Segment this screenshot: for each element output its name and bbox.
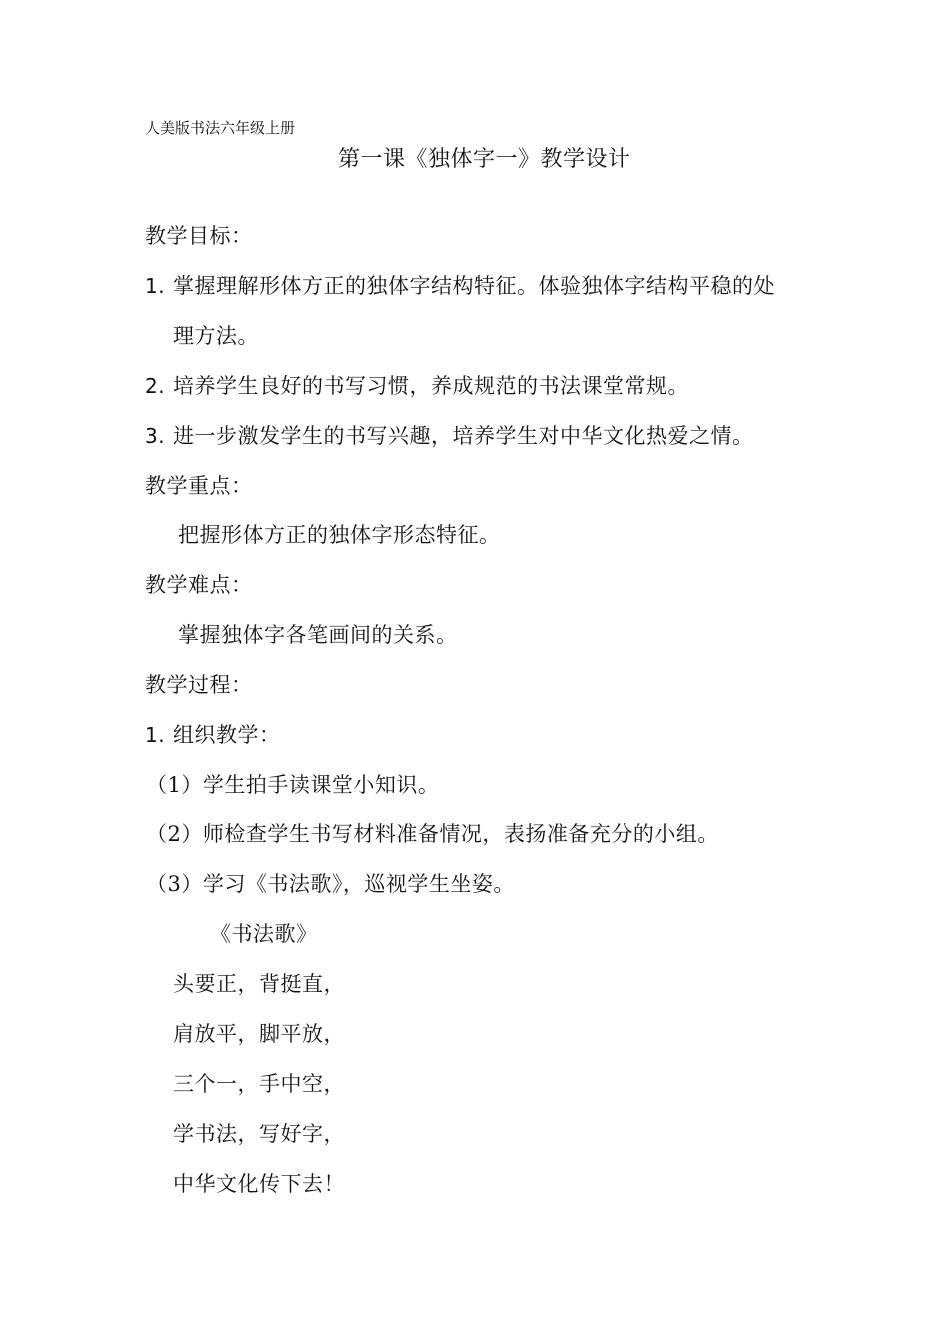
- objective-number-2: 2.: [145, 374, 166, 398]
- difficulty-text: 掌握独体字各笔画间的关系。: [178, 623, 458, 647]
- objective-text-3: 进一步激发学生的书写兴趣，培养学生对中华文化热爱之情。: [173, 424, 754, 448]
- objective-item-1: [145, 272, 775, 300]
- process-substep-3: （3）学习《书法歌》，巡视学生坐姿。: [146, 872, 515, 896]
- objectives-heading: 教学目标：: [145, 224, 253, 248]
- song-line-4: 学书法，写好字，: [173, 1122, 345, 1146]
- objective-item-1-continued: 理方法。: [173, 324, 259, 348]
- song-line-1: 头要正，背挺直，: [173, 972, 345, 996]
- key-point-text: 把握形体方正的独体字形态特征。: [178, 523, 501, 547]
- song-line-3: 三个一，手中空，: [173, 1072, 345, 1096]
- objective-text-2: 培养学生良好的书写习惯，养成规范的书法课堂常规。: [173, 374, 689, 398]
- process-heading: 教学过程：: [145, 673, 253, 697]
- song-line-5: 中华文化传下去！: [173, 1172, 345, 1196]
- key-point-heading: 教学重点：: [145, 474, 253, 498]
- process-step-1: [145, 721, 281, 749]
- document-title: 第一课《独体字一》教学设计: [338, 147, 631, 172]
- objective-number-1: 1.: [145, 274, 166, 298]
- objective-item-2: [145, 372, 689, 400]
- song-line-2: 肩放平，脚平放，: [173, 1022, 345, 1046]
- difficulty-heading: 教学难点：: [145, 573, 253, 597]
- objective-number-3: 3.: [145, 424, 166, 448]
- process-step-number: 1.: [145, 723, 166, 747]
- song-title: 《书法歌》: [210, 922, 318, 946]
- process-substep-1: （1）学生拍手读课堂小知识。: [146, 773, 440, 797]
- process-step-text: 组织教学：: [173, 723, 281, 747]
- document-header: 人美版书法六年级上册: [145, 119, 296, 137]
- objective-item-3: [145, 422, 754, 450]
- objective-text-1: 掌握理解形体方正的独体字结构特征。体验独体字结构平稳的处: [173, 274, 775, 298]
- process-substep-2: （2）师检查学生书写材料准备情况，表扬准备充分的小组。: [146, 822, 719, 846]
